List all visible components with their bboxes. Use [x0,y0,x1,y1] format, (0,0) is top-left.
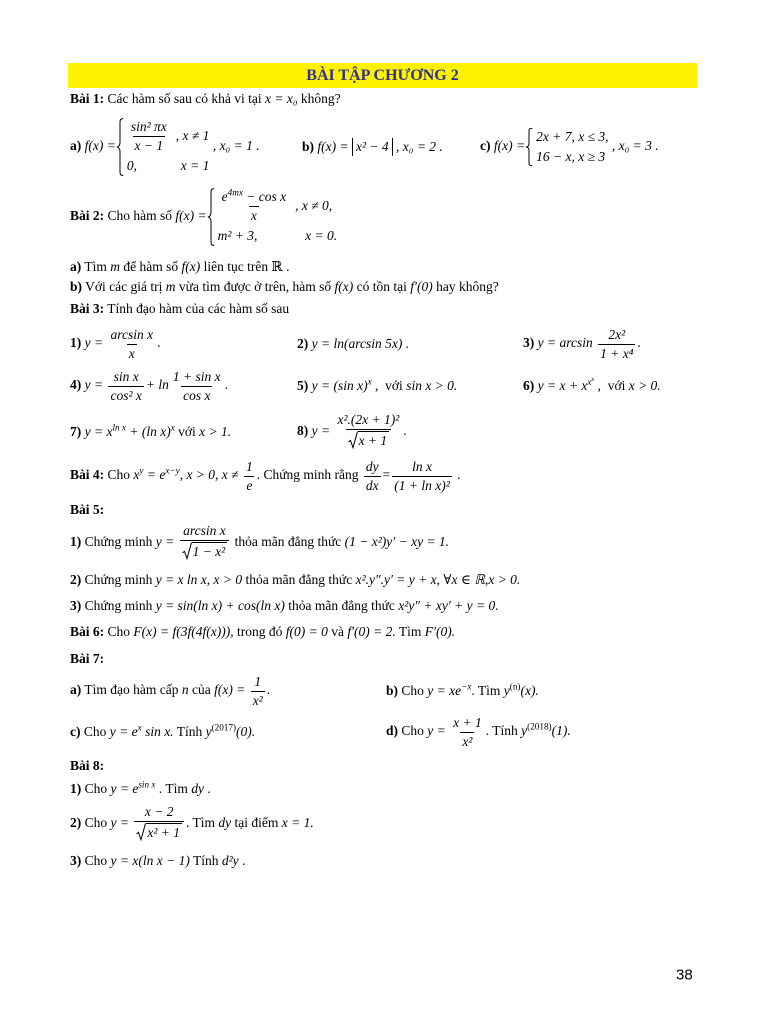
piecewise-function [525,128,608,166]
item-text: vừa tìm được ở trên, hàm số [178,278,332,294]
item-text: thỏa mãn đẳng thức [245,571,353,587]
punctuation: , [375,377,379,393]
fraction-denominator: e [246,477,253,493]
punctuation: , [597,377,601,393]
bai3-item-5 [297,378,457,394]
bai3-item-6 [523,375,661,394]
exercise-text: Cho hàm số [107,208,173,224]
exercise-text: và [331,623,344,639]
bai1-item-c [480,128,659,166]
case-condition: , x ≠ 0, [295,198,333,214]
item-text: với [385,377,403,393]
bai3-item-2 [297,336,409,352]
math-expression: x².y″.y′ = y + x, ∀x ∈ ℝ,x > 0. [355,571,521,587]
exercise-text: Tính đạo hàm của các hàm số sau [107,300,290,316]
item-label: a) [70,258,82,274]
fraction [251,674,265,708]
math-expression: y = (sin x) [311,377,368,393]
math-expression: x²y″ + xy′ + y = 0. [398,597,499,613]
exponent: −x [461,681,472,692]
exponent: ln x [112,422,126,433]
math-expression: dy [218,815,232,831]
square-root [348,431,390,449]
fraction-denominator [134,821,184,845]
math-expression: y = [84,335,104,351]
math-expression: y = e [109,723,138,739]
radicand: 1 − x² [192,543,226,559]
math-expression: f(x) [181,258,201,274]
bai2-heading [70,188,337,246]
math-expression: y = x(ln x − 1) [110,852,190,868]
item-label: c) [480,138,491,154]
radicand: x² + 1 [147,824,181,840]
item-text: có tồn tại [356,278,407,294]
math-expression: y = e [110,780,139,796]
math-expression: f(x) = [84,138,116,154]
item-text: Cho [401,723,424,739]
math-expression: f(x) = [317,138,349,154]
bai5-heading [70,502,104,518]
fraction-denominator: (1 + ln x)² [394,477,450,493]
fraction [108,369,143,403]
fraction-denominator: cos x [183,387,211,403]
item-text: Chứng minh [84,571,153,587]
exercise-text: Cho [107,467,131,483]
math-expression: f′(0) [410,278,433,294]
item-text: . Tìm [471,682,501,698]
fraction-denominator [346,429,392,453]
exercise-label: Bài 2: [70,208,105,224]
fraction-numerator: ln x [412,458,432,474]
math-expression: x > 0. [628,377,661,393]
exponent: x [367,376,372,387]
left-brace-icon [116,118,124,176]
bai8-item-2 [70,804,314,844]
item-label: b) [302,138,315,154]
item-label: 2) [297,335,309,351]
exponent [587,376,594,386]
item-label: 3) [70,597,82,613]
case-value: 0, [126,158,137,174]
exponent: (n) [509,681,521,692]
square-root [136,823,182,841]
case-value: m² + 3, [217,228,258,244]
math-expression: + ln [145,377,169,393]
item-text: . Tìm [158,780,188,796]
item-text: Chứng minh [84,597,153,613]
fraction-numerator: sin x [113,368,139,384]
math-expression: , x₀ = 2 . [396,138,443,154]
math-expression: y [521,723,528,739]
math-expression: y [503,682,510,698]
item-text: Cho [83,723,107,739]
math-expression: y = [427,723,446,739]
item-text: để hàm số [123,258,179,274]
exercise-label: Bài 1: [70,90,105,106]
item-text: Tính [192,852,219,868]
item-label: 1) [70,534,82,550]
fraction-numerator: 1 [245,458,253,474]
fraction-numerator: x².(2x + 1)² [337,411,400,427]
item-label: 7) [70,423,82,439]
fraction-denominator: x [128,345,135,361]
item-label: d) [386,723,399,739]
bai2-item-a [70,259,289,275]
exponent: x−y [165,465,180,476]
equals-sign: = [382,467,391,483]
bai3-heading [70,301,289,317]
fraction-numerator: dy [365,458,379,474]
math-expression: , x₀ = 1 . [212,138,260,154]
math-variable: n [181,682,189,698]
math-expression: y = x [84,423,113,439]
exponent: y [139,465,144,476]
fraction-denominator [180,540,230,564]
bai4 [70,459,461,493]
fraction-denominator: x² [252,692,263,708]
fraction-denominator: x [250,207,257,223]
piecewise-function [116,118,210,176]
math-expression: y = [110,815,129,831]
exercise-label: Bài 4: [70,467,105,483]
item-label: b) [70,278,83,294]
item-text: liên tục trên ℝ . [203,258,290,274]
fraction [244,459,255,493]
math-expression: (x). [520,682,539,698]
math-expression: x > 1. [199,423,232,439]
fraction [451,715,484,749]
fraction-numerator: arcsin x [110,326,154,342]
fraction-numerator [220,189,289,206]
fraction [108,327,155,361]
item-text: Cho [84,815,108,831]
item-label: 3) [523,335,535,351]
bai7-heading [70,651,104,667]
fraction [598,327,635,361]
fraction [134,804,184,844]
item-text: Cho [84,780,108,796]
absolute-value: x² − 4 [352,138,393,156]
exercise-text: Cho [107,623,131,639]
bai7-item-b [386,683,539,699]
cases [536,129,608,165]
chapter-title-banner [68,63,697,88]
item-label: 1) [70,335,82,351]
bai8-item-1 [70,781,211,797]
fraction [335,412,401,452]
fraction-denominator: x² [462,733,473,749]
item-text: Tìm đạo hàm cấp [84,682,179,698]
bai7-item-a [70,674,270,708]
math-expression: = e [143,467,166,483]
math-expression: y = [155,534,175,550]
bai5-item-2 [70,572,520,588]
item-text: hay không? [436,278,499,294]
punctuation: . [242,852,246,868]
item-label: 5) [297,377,309,393]
item-label: 2) [70,571,82,587]
bai8-item-3 [70,853,245,869]
item-text: Tìm [84,258,107,274]
item-label: 6) [523,377,535,393]
exercise-label: Bài 6: [70,623,105,639]
square-root [182,542,228,560]
bai5-item-3 [70,598,499,614]
punctuation: . [266,682,271,698]
bai3-item-3 [523,327,641,361]
fraction [364,459,381,493]
math-expression: y = xe [427,682,462,698]
punctuation: . [637,335,641,351]
math-expression: y = x + x [537,377,588,393]
item-text: Cho [84,852,108,868]
exponent: x [137,722,142,733]
item-label: a) [70,138,82,154]
item-text: tại điểm [234,815,279,831]
math-expression: f(x) = [493,138,526,154]
math-expression: f′(0) = 2. [347,623,396,639]
bai8-heading [70,758,104,774]
math-expression: sin x > 0. [406,377,458,393]
bai3-item-1 [70,327,160,361]
item-label: a) [70,682,82,698]
math-expression: x = 1. [281,815,314,831]
exponent: sin x [138,779,156,790]
fraction [392,459,452,493]
exercise-text: Các hàm số sau có khả vi tại [107,90,262,106]
piecewise-function [207,188,338,246]
math-expression: dy [191,780,204,796]
fraction-denominator: 1 + x⁴ [600,345,634,361]
item-label: 4) [70,377,82,393]
fraction-numerator: sin² πx [130,119,167,135]
item-text: Tính [176,723,203,739]
math-expression: y = [84,377,104,393]
punctuation: . [224,377,229,393]
radicand: x + 1 [358,432,388,448]
cases [218,189,338,244]
math-expression: x = x₀ [264,90,298,106]
math-expression: − cos x [242,189,287,205]
math-expression: f(x) [334,278,354,294]
item-text: . Tìm [186,815,216,831]
exponent: 4mx [227,187,243,198]
fraction-denominator: cos² x [110,387,142,403]
item-text: với [178,423,196,439]
math-expression: y = [311,423,331,439]
case-condition: x = 0. [305,228,338,244]
math-expression: f(x) = [175,208,207,224]
math-expression: y [205,723,212,739]
case-row: 16 − x, x ≥ 3 [536,149,606,164]
bai3-item-7 [70,424,231,440]
item-text: Chứng minh [84,534,153,550]
fraction [220,189,289,223]
item-label: b) [386,682,399,698]
math-expression: sin x. [141,723,174,739]
fraction-denominator: x − 1 [134,137,164,153]
item-text: thỏa mãn đẳng thức [234,534,342,550]
math-expression: f(0) = 0 [285,623,328,639]
item-text: của [191,682,211,698]
math-expression: y = arcsin [537,335,593,351]
bai1-item-b [302,138,443,156]
exercise-label: Bài 8: [70,757,105,773]
punctuation: . [403,423,407,439]
exercise-label: Bài 5: [70,501,105,517]
fraction-numerator: 1 + sin x [172,368,221,384]
math-expression: + (ln x) [125,423,171,439]
math-expression: y = ln(arcsin 5x) . [311,335,410,351]
math-variable: m [110,258,121,274]
math-expression: y = x ln x, x > 0 [155,571,243,587]
bai3-item-4 [70,369,228,403]
item-text: Cho [401,682,424,698]
exercise-text: . Chứng minh rằng [256,467,359,483]
bai7-item-d [386,715,571,749]
fraction [171,369,223,403]
case-condition: , x ≠ 1 [175,128,210,144]
fraction-numerator: x + 1 [453,714,482,730]
fraction-numerator: arcsin x [183,522,226,538]
case-condition: x = 1 [180,158,210,174]
punctuation: . [457,467,461,483]
exponent: (2017) [211,722,237,733]
math-expression: x [133,467,140,483]
bai6 [70,624,455,640]
exponent: x [170,422,175,433]
exponent: x [587,376,592,387]
item-label: 3) [70,852,82,868]
math-expression: , x > 0, x ≠ [179,467,239,483]
exercise-label: Bài 3: [70,300,105,316]
item-text: . Tính [485,723,518,739]
chapter-title: BÀI TẬP CHƯƠNG 2 [306,67,459,84]
exercise-text: trong đó [236,623,283,639]
fraction-denominator: dx [365,477,379,493]
exercise-text: không? [300,90,341,106]
exercise-text: Tìm [398,623,422,639]
exercise-label: Bài 7: [70,650,105,666]
page-number: 38 [676,966,693,984]
punctuation: . [157,335,161,351]
bai5-item-1 [70,523,449,563]
radical-sign-icon [182,542,192,560]
item-text: với [607,377,626,393]
fraction [129,119,169,153]
punctuation: . [207,780,211,796]
bai3-item-8 [297,412,407,452]
left-brace-icon [207,188,215,246]
math-expression: d²y [221,852,239,868]
cases [127,119,210,174]
item-label: c) [70,723,81,739]
exp-base: e [221,189,228,205]
bai2-item-b [70,279,499,295]
exponent: (2018) [527,721,552,732]
case-row: 2x + 7, x ≤ 3, [536,128,609,144]
item-label: 1) [70,780,82,796]
item-text: Với các giá trị [85,278,163,294]
item-text: thỏa mãn đẳng thức [288,597,395,613]
fraction-numerator: 2x² [608,326,626,342]
exponent: x [591,375,595,383]
math-variable: m [165,278,176,294]
bai1-item-a [70,118,260,176]
math-expression: (0). [236,723,256,739]
math-expression: y = sin(ln x) + cos(ln x) [155,597,285,613]
math-expression: f(x) = [214,682,246,698]
radical-sign-icon [136,823,146,841]
math-expression: (1 − x²)y′ − xy = 1. [344,534,450,550]
math-expression: (1). [551,723,571,739]
fraction-numerator: x − 2 [144,803,174,819]
item-label: 8) [297,423,309,439]
math-expression: , x₀ = 3 . [611,138,659,154]
bai1-heading [70,91,341,107]
left-brace-icon [525,128,533,166]
math-expression: F′(0). [424,623,456,639]
fraction-numerator: 1 [254,673,262,689]
item-label: 2) [70,815,82,831]
bai7-item-c [70,724,255,740]
math-expression: F(x) = f(3f(4f(x))), [133,623,234,639]
radical-sign-icon [348,431,358,449]
fraction [180,523,230,563]
